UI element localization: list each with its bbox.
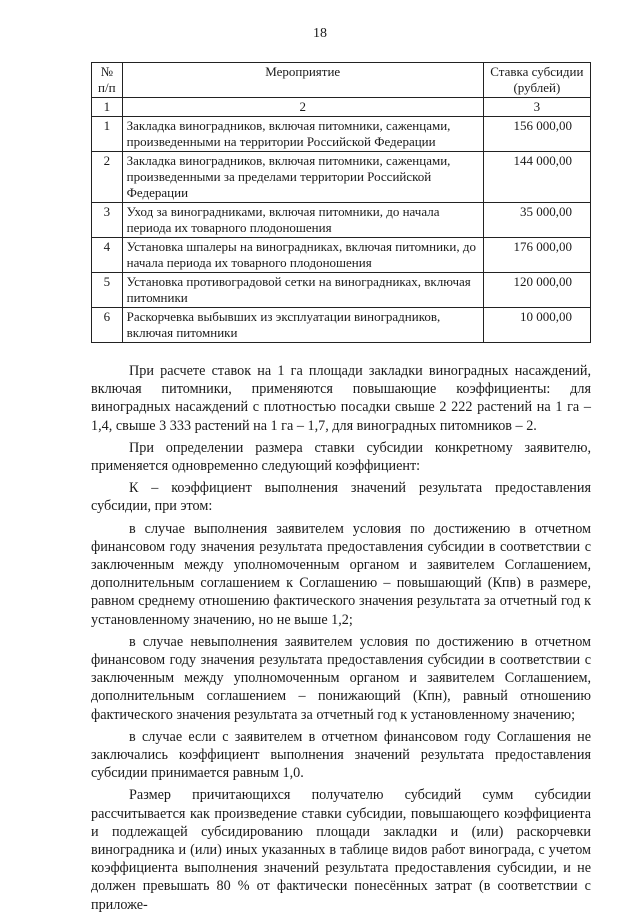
index-cell: 1 — [92, 98, 123, 117]
table-row — [92, 273, 591, 308]
paragraph: в случае невыполнения заявителем условия по достижению в отчетном финансовом году значения результата предоставления субсидии в соответствии с заключенным между уполномоченным органом и заявителем Соглашением, дополнительным соглашением – понижающий (Кпн), равный отношению фактического значения результата за отчетный год к установленному значению; — [91, 633, 591, 723]
table-row — [92, 238, 591, 273]
paragraph: в случае выполнения заявителем условия по достижению в отчетном финансовом году значения результата предоставления субсидии в соответствии с заключенным между уполномоченным органом и заявителем Соглашением, дополнительным соглашением к Соглашению – повышающий (Кпв) в размере, равном среднему отношению фактического значения результата за отчетный год к установленному значению, но не выше 1,2; — [91, 520, 591, 628]
row-event: Установка шпалеры на виноградниках, включая питомники, до начала периода их товарного плодоношения — [122, 238, 483, 273]
row-num: 1 — [92, 117, 123, 152]
subsidy-rates-table — [91, 62, 591, 343]
paragraph: При определении размера ставки субсидии конкретному заявителю, применяется одновременно следующий коэффициент: — [91, 439, 591, 475]
row-rate: 144 000,00 — [483, 152, 590, 203]
paragraph: При расчете ставок на 1 га площади закладки виноградных насаждений, включая питомники, применяются повышающие коэффициенты: для виноградных насаждений с плотностью посадки свыше 2 222 растений на 1 га – 1,4, свыше 3 333 растений на 1 га – 1,7, для виноградных питомников – 2. — [91, 363, 591, 434]
row-rate: 120 000,00 — [483, 273, 590, 308]
row-event: Уход за виноградниками, включая питомники, до начала периода их товарного плодоношения — [122, 203, 483, 238]
table-row — [92, 203, 591, 238]
row-event: Закладка виноградников, включая питомники, саженцами, произведенными на территории Российской Федерации — [122, 117, 483, 152]
row-rate: 176 000,00 — [483, 238, 590, 273]
row-num: 5 — [92, 273, 123, 308]
header-num: № п/п — [92, 63, 123, 98]
row-event: Закладка виноградников, включая питомники, саженцами, произведенными за пределами территории Российской Федерации — [122, 152, 483, 203]
row-rate: 156 000,00 — [483, 117, 590, 152]
row-num: 4 — [92, 238, 123, 273]
row-num: 3 — [92, 203, 123, 238]
row-rate: 35 000,00 — [483, 203, 590, 238]
index-cell: 2 — [122, 98, 483, 117]
table-row — [92, 117, 591, 152]
paragraph: в случае если с заявителем в отчетном финансовом году Соглашения не заключались коэффициент выполнения значений результата предоставления субсидии принимается равным 1,0. — [91, 728, 591, 782]
table-row — [92, 152, 591, 203]
table-index-row — [92, 98, 591, 117]
paragraph: К – коэффициент выполнения значений результата предоставления субсидии, при этом: — [91, 480, 591, 515]
row-rate: 10 000,00 — [483, 308, 590, 343]
body-text — [91, 362, 591, 918]
paragraph: Размер причитающихся получателю субсидий сумм субсидии рассчитывается как произведение ставки субсидии, повышающего коэффициента и подлежащей субсидированию площади закладки и (или) раскорчевки виноградника и (или) иных указанных в таблице видов работ винограда, с учетом коэффициента выполнения значений результата предоставления субсидии, и не должен превышать 80 % от фактически понесённых затрат (в соответствии с приложе- — [91, 787, 591, 913]
row-num: 6 — [92, 308, 123, 343]
table-header-row — [92, 63, 591, 98]
header-event: Мероприятие — [122, 63, 483, 98]
row-num: 2 — [92, 152, 123, 203]
page-number: 18 — [313, 26, 327, 41]
row-event: Установка противоградовой сетки на виноградниках, включая питомники — [122, 273, 483, 308]
row-event: Раскорчевка выбывших из эксплуатации виноградников, включая питомники — [122, 308, 483, 343]
header-rate: Ставка субсидии (рублей) — [483, 63, 590, 98]
table-row — [92, 308, 591, 343]
index-cell: 3 — [483, 98, 590, 117]
